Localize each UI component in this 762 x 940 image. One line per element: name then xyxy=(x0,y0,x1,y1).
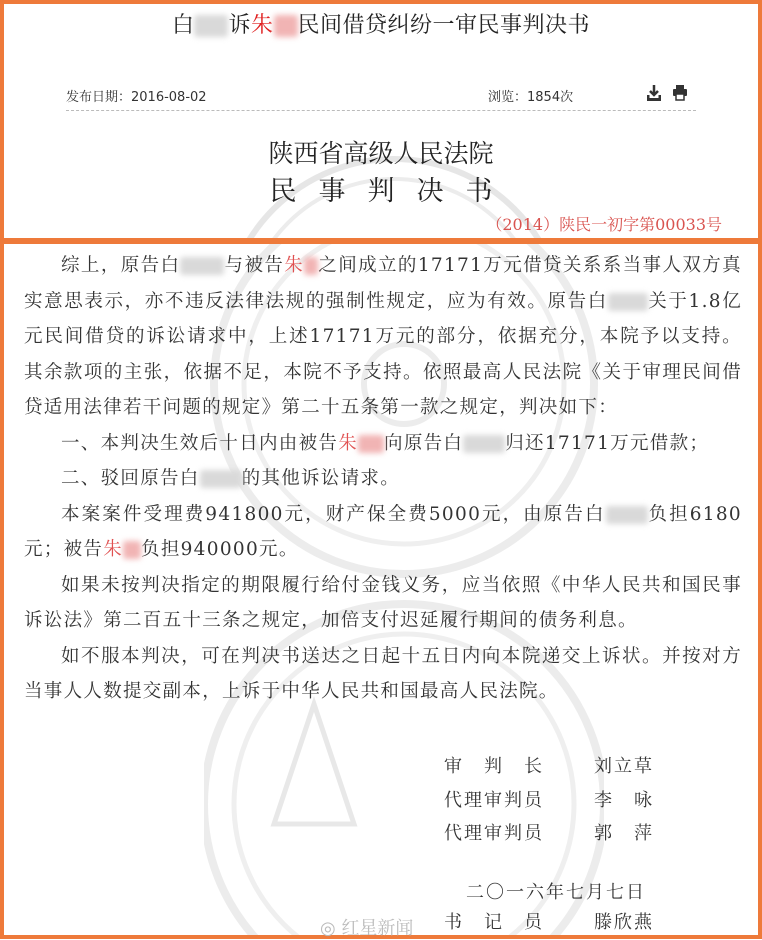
judgment-date: 二〇一六年七月七日 xyxy=(466,882,646,903)
redacted-name xyxy=(274,15,298,37)
redacted-name xyxy=(194,15,228,37)
paragraph xyxy=(24,461,742,497)
redacted-name xyxy=(304,257,318,275)
text: 负担6180元；被告 xyxy=(24,503,742,560)
text: 向原告白 xyxy=(384,432,464,454)
text: 归还17171万元借款； xyxy=(505,432,710,454)
publish-date: 发布日期：2016-08-02 xyxy=(66,90,207,105)
signature-role: 代理审判员 xyxy=(444,790,544,811)
signature-row xyxy=(444,786,654,812)
view-count: 浏览：1854次 xyxy=(488,90,574,105)
text: 一、本判决生效后十日内由被告 xyxy=(61,432,339,454)
text: 与被告 xyxy=(224,255,285,276)
weibo-icon: ◎ xyxy=(320,918,342,939)
header-panel xyxy=(0,0,762,241)
text: 之间成立的17171万元借贷关系系当事人双方真实意思表示，亦不违反法律法规的强制性规定，应为有效。原告白 xyxy=(24,255,742,312)
defendant-name: 朱 xyxy=(338,432,359,454)
download-icon[interactable] xyxy=(646,84,662,102)
title-part: 民间借贷纠纷一审民事判决书 xyxy=(297,13,591,38)
signature-name: 李 咏 xyxy=(594,790,654,811)
watermark-text: 红星新闻 xyxy=(341,918,414,939)
paragraph xyxy=(24,248,742,426)
signature-name: 刘立草 xyxy=(594,756,654,777)
divider xyxy=(66,110,696,111)
clerk-role: 书 记 员 xyxy=(444,912,544,933)
text: 本案案件受理费941800元，财产保全费5000元，由原告白 xyxy=(61,503,606,525)
redacted-name xyxy=(358,435,384,453)
signature-name: 郭 萍 xyxy=(594,823,654,844)
print-icon[interactable] xyxy=(672,84,688,102)
page-title xyxy=(4,8,758,39)
signature-row xyxy=(444,819,654,845)
signature-role: 审 判 长 xyxy=(444,756,544,777)
document-type: 民事判决书 xyxy=(269,176,515,207)
paragraph: 如果未按判决指定的期限履行给付金钱义务，应当依照《中华人民共和国民事诉讼法》第二百五十三条之规定，加倍支付迟延履行期间的债务利息。 xyxy=(24,574,742,631)
title-part-red: 朱 xyxy=(251,13,274,38)
text: 关于1.8亿元民间借贷的诉讼请求中，上述17171万元的部分，依据充分，本院予以支持。其余款项的主张，依据不足，本院不予支持。依照最高人民法院《关于审理民间借贷适用法律若干问题的规定》第二十五条第一款之规定，判决如下： xyxy=(24,290,742,418)
redacted-name xyxy=(200,470,242,488)
signature-row xyxy=(444,752,654,778)
redacted-name xyxy=(606,506,648,524)
title-part: 诉 xyxy=(228,13,251,38)
redacted-name xyxy=(463,435,505,453)
judgment-text xyxy=(24,248,742,710)
redacted-name xyxy=(608,293,648,311)
paragraph xyxy=(24,497,742,568)
defendant-name: 朱 xyxy=(284,255,305,276)
court-name: 陕西省高级人民法院 xyxy=(268,139,494,168)
redacted-name xyxy=(123,541,141,559)
paragraph xyxy=(24,426,742,462)
defendant-name: 朱 xyxy=(103,539,124,560)
clerk-name: 滕欣燕 xyxy=(594,912,654,933)
signature-role: 代理审判员 xyxy=(444,823,544,844)
meta-bar xyxy=(66,84,696,108)
text: 综上，原告白 xyxy=(61,255,181,276)
judgment-body xyxy=(0,240,762,939)
clerk-row xyxy=(444,908,654,934)
title-part: 白 xyxy=(171,13,195,38)
text: 的其他诉讼请求。 xyxy=(241,468,401,489)
case-number: （2014）陕民一初字第00033号 xyxy=(486,215,722,234)
source-watermark xyxy=(320,914,413,940)
redacted-name xyxy=(180,257,224,275)
paragraph: 如不服本判决，可在判决书送达之日起十五日内向本院递交上诉状。并按对方当事人人数提交副本，上诉于中华人民共和国最高人民法院。 xyxy=(24,645,742,702)
text: 负担940000元。 xyxy=(141,539,299,560)
text: 二、驳回原告白 xyxy=(61,468,200,489)
